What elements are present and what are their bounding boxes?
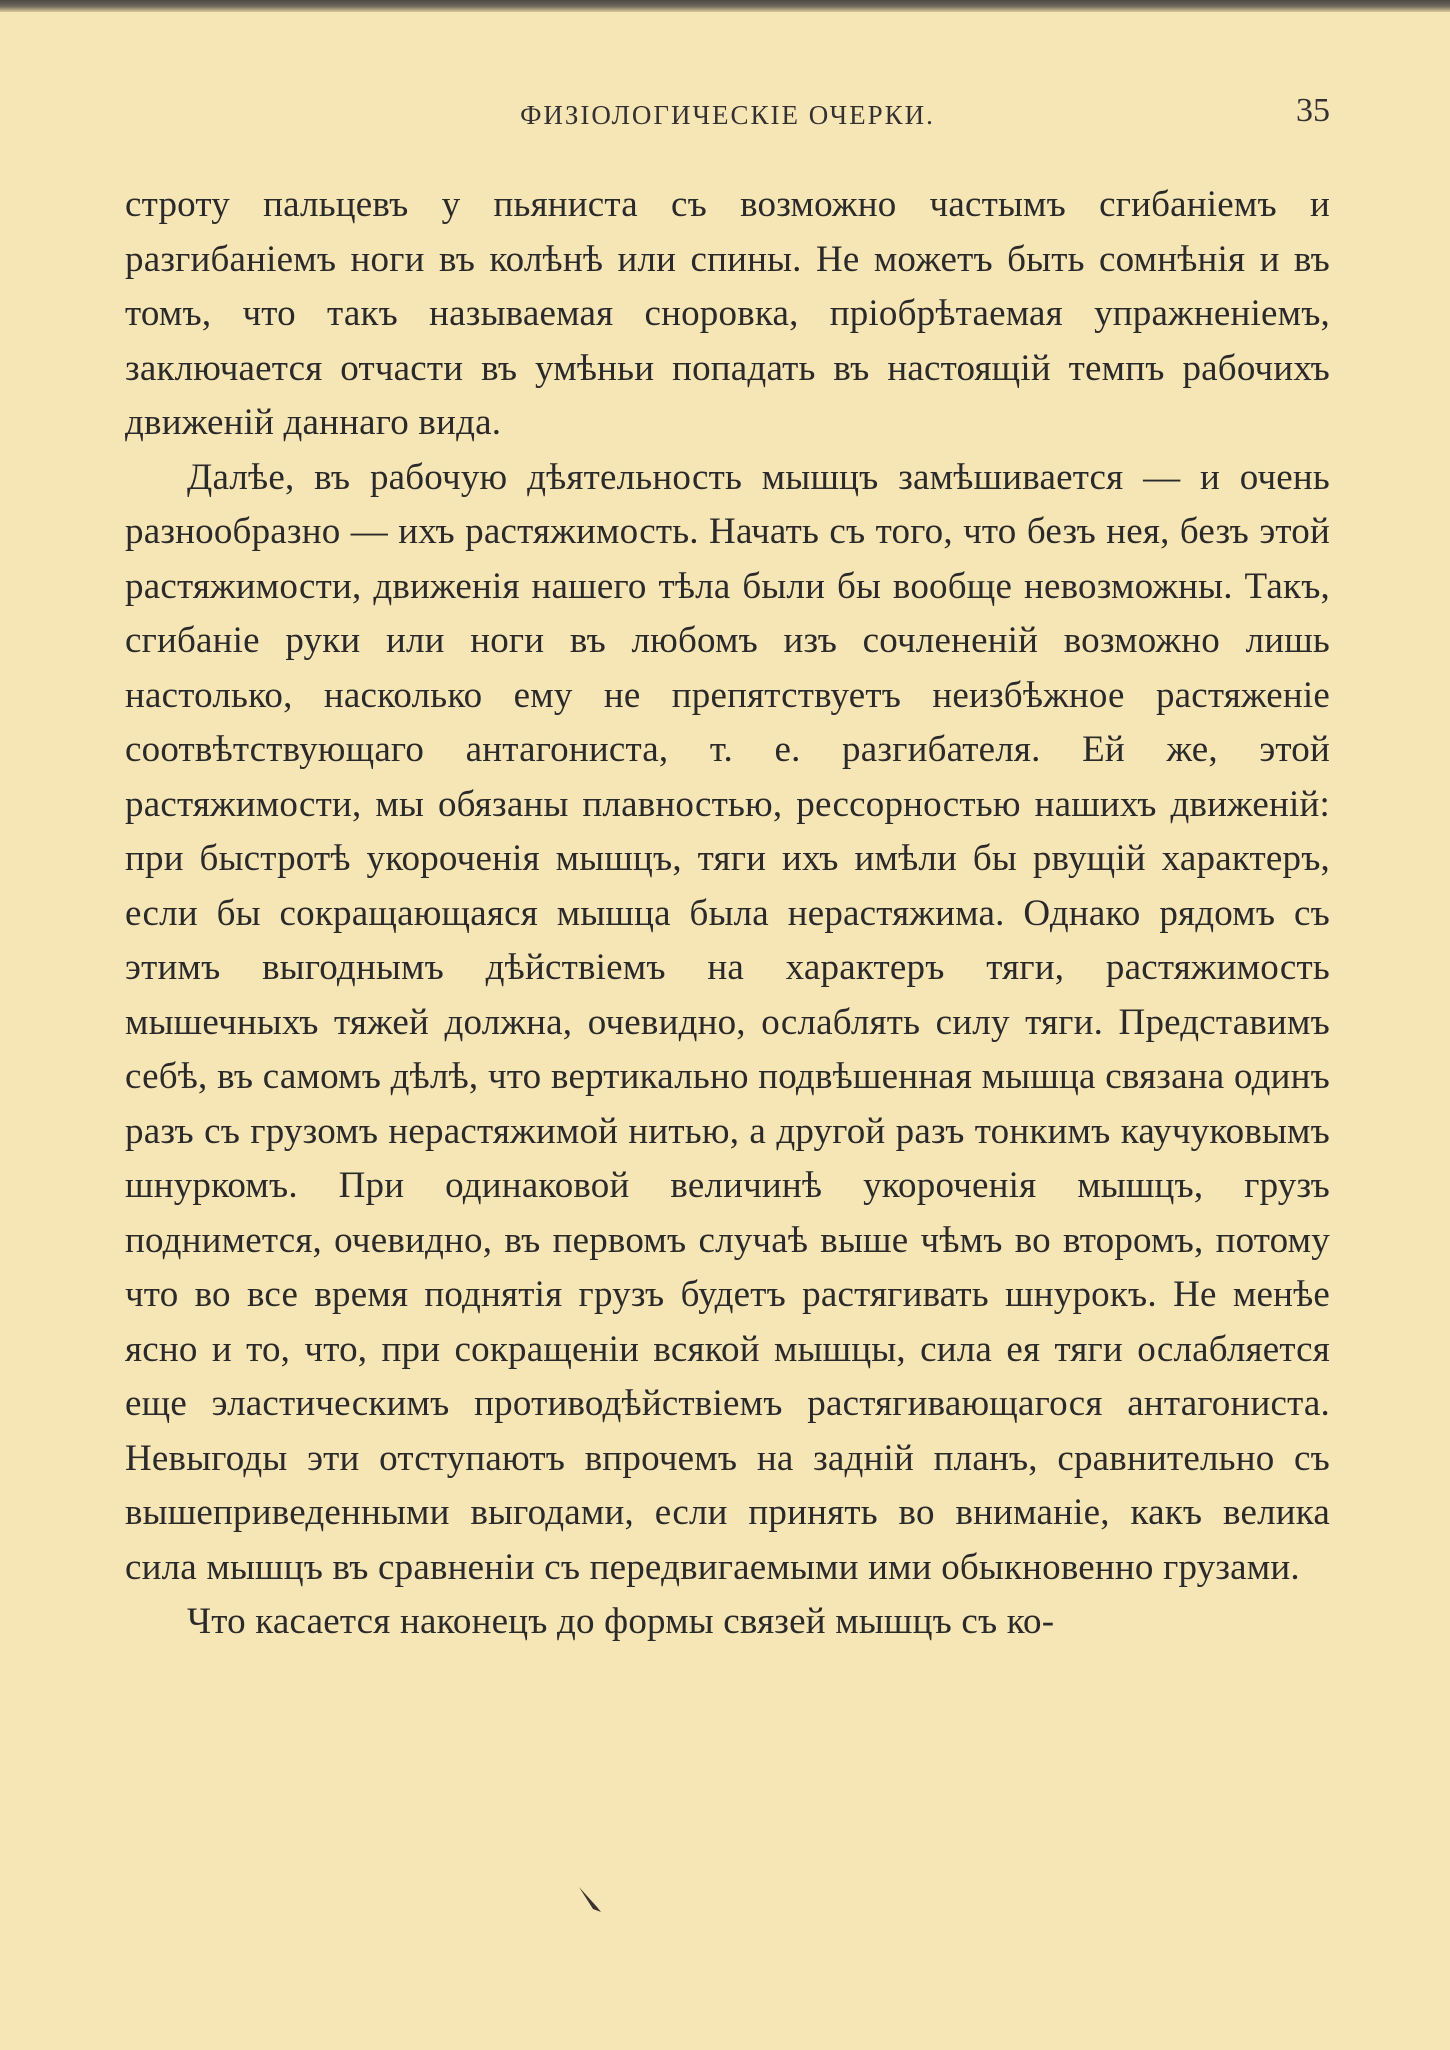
page-top-edge <box>0 0 1450 12</box>
ink-mark <box>577 1885 603 1913</box>
paragraph-continued: строту пальцевъ у пьяниста съ возможно частымъ сгибаніемъ и разгибаніемъ ноги въ колѣнѣ или спины. Не можетъ быть сомнѣнія и въ томъ, что такъ называемая сноровка, пріобрѣтаемая упражненіемъ, заключается отчасти въ умѣньи попадать въ настоящій темпъ рабочихъ движеній даннаго вида. <box>125 184 1330 443</box>
paragraph-elasticity: Далѣе, въ рабочую дѣятельность мышцъ замѣшивается — и очень разнообразно — ихъ растяжимость. Начать съ того, что безъ нея, безъ этой растяжимости, движенія нашего тѣла были бы вообще невозможны. Такъ, сгибаніе руки или ноги въ любомъ изъ сочлененій возможно лишь настолько, насколько ему не препятствуетъ неизбѣжное растяженіе соотвѣтствующаго антагониста, т. е. разгибателя. Ей же, этой растяжимости, мы обязаны плавностью, рессорностью нашихъ движеній: при быстротѣ укороченія мышцъ, тяги ихъ имѣли бы рвущій характеръ, если бы сокращающаяся мышца была нерастяжима. Однако рядомъ съ этимъ выгоднымъ дѣйствіемъ на характеръ тяги, растяжимость мышечныхъ тяжей должна, очевидно, ослаблять силу тяги. Представимъ себѣ, въ самомъ дѣлѣ, что вертикально подвѣшенная мышца связана одинъ разъ съ грузомъ нерастяжимой нитью, а другой разъ тонкимъ каучуковымъ шнуркомъ. При одинаковой величинѣ укороченія мышцъ, грузъ поднимется, очевидно, въ первомъ случаѣ выше чѣмъ во второмъ, потому что во все время поднятія грузъ будетъ растягивать шнурокъ. Не менѣе ясно и то, что, при сокращеніи всякой мышцы, сила ея тяги ослабляется еще эластическимъ противодѣйствіемъ растягивающагося антагониста. Невыгоды эти отступаютъ впрочемъ на задній планъ, сравнительно съ вышеприведенными выгодами, если принять во вниманіе, какъ велика сила мышцъ въ сравненіи съ передвигаемыми ими обыкновенно грузами. <box>125 456 1330 1588</box>
paragraph-bone-connections: Что касается наконецъ до формы связей мышцъ съ ко- <box>187 1601 1055 1642</box>
running-title: ФИЗІОЛОГИЧЕСКІЕ ОЧЕРКИ. <box>520 100 935 130</box>
page-number: 35 <box>1296 92 1330 129</box>
body-text <box>125 178 1330 1650</box>
page-header <box>125 92 1330 142</box>
